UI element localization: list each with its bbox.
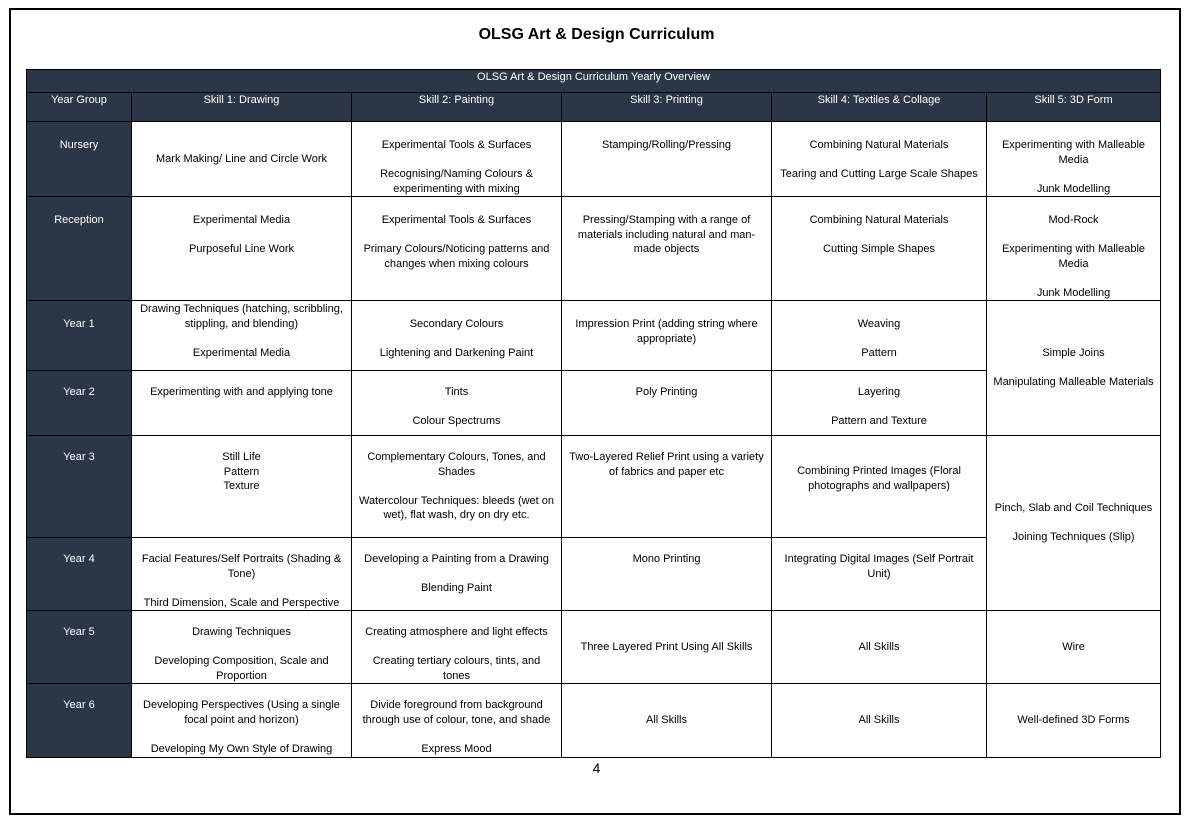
year-cell: Reception: [27, 197, 132, 301]
cell-text: Secondary Colours: [409, 318, 504, 330]
cell-text: Layering: [857, 386, 901, 398]
cell-text: Drawing Techniques: [192, 626, 291, 638]
printing-cell: [562, 436, 772, 538]
page-number: 4: [592, 760, 601, 776]
cell-text: Developing a Painting from a Drawing: [364, 553, 549, 565]
cell-text: Combining Natural Materials: [809, 214, 949, 226]
textiles-cell: [772, 371, 987, 436]
cell-text: Texture: [223, 480, 260, 492]
painting-cell: [352, 301, 562, 371]
year-cell: Nursery: [27, 122, 132, 197]
painting-cell: [352, 197, 562, 301]
cell-text: Developing Perspectives (Using a single focal point and horizon): [143, 699, 340, 726]
form-cell: [987, 684, 1161, 758]
cell-text: Purposeful Line Work: [189, 243, 294, 255]
cell-text: Drawing Techniques (hatching, scribbling, stippling, and blending): [140, 303, 343, 330]
cell-text: Two-Layered Relief Print using a variety of fabrics and paper etc: [569, 451, 764, 478]
drawing-cell: [132, 371, 352, 436]
year-cell: Year 6: [27, 684, 132, 758]
cell-text: Junk Modelling: [1036, 286, 1111, 299]
cell-text: Experimenting with Malleable Media: [1001, 243, 1146, 270]
cell-text: Experimental Media: [192, 346, 291, 359]
printing-cell: [562, 684, 772, 758]
cell-text: Tearing and Cutting Large Scale Shapes: [780, 168, 978, 180]
table-row: [27, 122, 1161, 197]
cell-text: Mark Making/ Line and Circle Work: [156, 153, 327, 165]
header-row: [27, 93, 1161, 122]
painting-cell: [352, 684, 562, 758]
painting-cell: [352, 122, 562, 197]
cell-text: Divide foreground from background through use of colour, tone, and shade: [362, 699, 551, 726]
cell-text: Facial Features/Self Portraits (Shading & Tone): [141, 553, 342, 580]
painting-cell: [352, 538, 562, 611]
cell-text: Mono Printing: [632, 553, 701, 565]
textiles-cell: [772, 611, 987, 684]
cell-text: Poly Printing: [635, 386, 698, 398]
cell-text: Mod-Rock: [1048, 214, 1099, 226]
header-drawing: Skill 1: Drawing: [132, 93, 352, 122]
cell-text: Junk Modelling: [1036, 182, 1111, 195]
cell-text: Weaving: [857, 318, 901, 330]
cell-text: Third Dimension, Scale and Perspective: [143, 596, 340, 609]
cell-text: Blending Paint: [421, 582, 492, 594]
cell-text: Pattern: [861, 347, 897, 359]
header-painting: Skill 2: Painting: [352, 93, 562, 122]
cell-text: Well-defined 3D Forms: [1017, 714, 1130, 727]
cell-text: Lightening and Darkening Paint: [379, 347, 534, 359]
form-cell: [987, 197, 1161, 301]
cell-text: Experimenting with and applying tone: [150, 386, 333, 398]
cell-text: Still Life: [222, 451, 261, 463]
cell-text: Combining Natural Materials: [809, 139, 949, 151]
cell-text: Creating atmosphere and light effects: [365, 626, 548, 638]
cell-text: Experimental Media: [192, 214, 291, 226]
header-3d-form: Skill 5: 3D Form: [987, 93, 1161, 122]
cell-text: Impression Print (adding string where appropriate): [575, 318, 758, 345]
printing-cell: [562, 371, 772, 436]
drawing-cell: [132, 301, 352, 371]
drawing-cell: [132, 122, 352, 197]
cell-text: Pressing/Stamping with a range of materials including natural and man-made objects: [577, 214, 756, 255]
cell-text: Complementary Colours, Tones, and Shades: [367, 451, 546, 478]
cell-text: Pattern: [223, 465, 260, 478]
header-printing: Skill 3: Printing: [562, 93, 772, 122]
cell-text: Integrating Digital Images (Self Portrait Unit): [784, 553, 974, 580]
year-cell: Year 1: [27, 301, 132, 371]
cell-text: Watercolour Techniques: bleeds (wet on wet), flat wash, dry on dry etc.: [358, 494, 555, 521]
drawing-cell: [132, 538, 352, 611]
table-row: [27, 436, 1161, 538]
header-textiles: Skill 4: Textiles & Collage: [772, 93, 987, 122]
cell-text: Creating tertiary colours, tints, and tones: [372, 655, 541, 682]
year-cell: Year 4: [27, 538, 132, 611]
table-row: [27, 197, 1161, 301]
textiles-cell: [772, 436, 987, 538]
cell-text: Combining Printed Images (Floral photographs and wallpapers): [797, 465, 961, 492]
painting-cell: [352, 436, 562, 538]
cell-text: Manipulating Malleable Materials: [993, 376, 1154, 389]
form-cell: [987, 122, 1161, 197]
header-year-group: Year Group: [27, 93, 132, 122]
cell-text: Primary Colours/Noticing patterns and changes when mixing colours: [363, 243, 550, 270]
drawing-cell: [132, 436, 352, 538]
drawing-cell: [132, 611, 352, 684]
cell-text: Cutting Simple Shapes: [823, 243, 935, 255]
cell-text: Developing Composition, Scale and Proportion: [154, 655, 329, 682]
cell-text: Joining Techniques (Slip): [1012, 531, 1135, 544]
year-cell: Year 2: [27, 371, 132, 436]
table-banner-row: [27, 70, 1161, 93]
cell-text: Experimental Tools & Surfaces: [381, 139, 532, 151]
cell-text: Tints: [444, 386, 469, 398]
textiles-cell: [772, 122, 987, 197]
form-cell: [987, 611, 1161, 684]
cell-text: All Skills: [646, 714, 687, 727]
textiles-cell: [772, 197, 987, 301]
printing-cell: [562, 301, 772, 371]
cell-text: Express Mood: [421, 742, 492, 755]
document-title: OLSG Art & Design Curriculum: [478, 26, 715, 43]
table-row: [27, 611, 1161, 684]
curriculum-table: [26, 69, 1161, 758]
year-cell: Year 5: [27, 611, 132, 684]
printing-cell: [562, 197, 772, 301]
table-row: [27, 301, 1161, 371]
cell-text: Pattern and Texture: [831, 415, 927, 427]
form-cell: [987, 436, 1161, 611]
drawing-cell: [132, 684, 352, 758]
cell-text: Wire: [1062, 640, 1085, 653]
table-title: OLSG Art & Design Curriculum Yearly Overview: [27, 70, 1161, 93]
textiles-cell: [772, 538, 987, 611]
painting-cell: [352, 371, 562, 436]
printing-cell: [562, 122, 772, 197]
cell-text: Stamping/Rolling/Pressing: [601, 139, 731, 151]
cell-text: Simple Joins: [1042, 347, 1105, 360]
textiles-cell: [772, 684, 987, 758]
form-cell: [987, 301, 1161, 436]
cell-text: Three Layered Print Using All Skills: [580, 640, 753, 653]
cell-text: Pinch, Slab and Coil Techniques: [994, 502, 1153, 515]
painting-cell: [352, 611, 562, 684]
printing-cell: [562, 538, 772, 611]
printing-cell: [562, 611, 772, 684]
cell-text: Developing My Own Style of Drawing: [150, 742, 333, 755]
cell-text: Experimenting with Malleable Media: [1001, 139, 1146, 166]
cell-text: All Skills: [858, 640, 900, 653]
cell-text: Experimental Tools & Surfaces: [381, 214, 532, 226]
drawing-cell: [132, 197, 352, 301]
table-row: [27, 684, 1161, 758]
year-cell: Year 3: [27, 436, 132, 538]
textiles-cell: [772, 301, 987, 371]
cell-text: All Skills: [858, 714, 900, 727]
cell-text: Recognising/Naming Colours & experimenting with mixing: [380, 168, 533, 195]
cell-text: Colour Spectrums: [412, 415, 501, 427]
